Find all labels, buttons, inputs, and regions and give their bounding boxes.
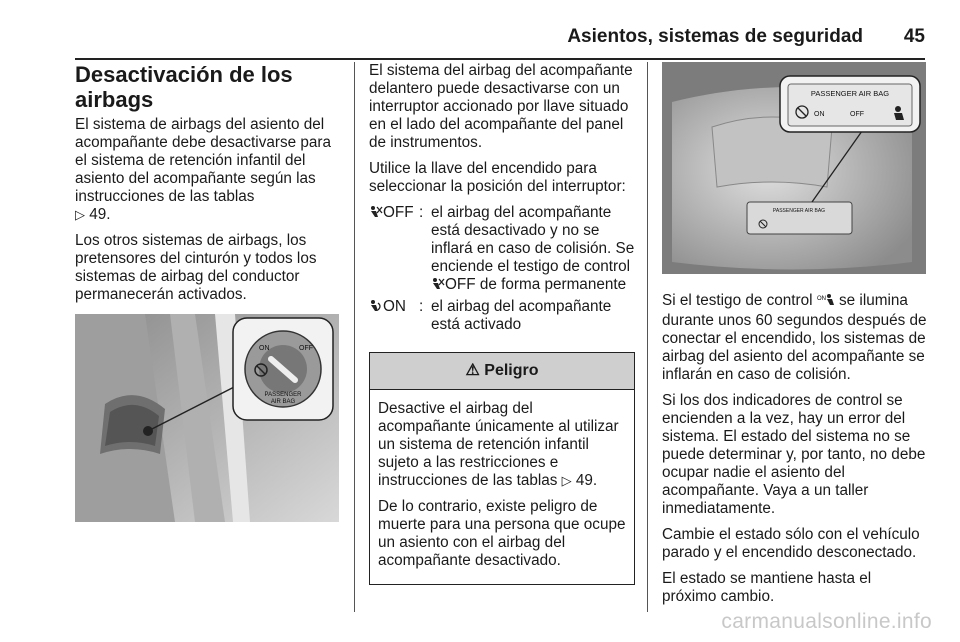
danger-header bbox=[370, 353, 634, 390]
paragraph: Desactive el airbag del acompañante únicamente al utilizar un sistema de retención infantil sujeto a las restricciones e instrucciones de las tablas ▷ 49. bbox=[378, 400, 619, 489]
page-ref-link[interactable]: 49. bbox=[89, 206, 111, 223]
paragraph: Si el testigo de control ON se ilumina durante unos 60 segundos después de conectar el encendido, los sistemas de airbag del asiento del acompañante se inflarán en caso de colisión. bbox=[662, 292, 927, 383]
airbag-switch-illustration bbox=[75, 314, 339, 522]
watermark: carmanualsonline.info bbox=[721, 610, 932, 633]
indicator-on-label: ON bbox=[814, 111, 825, 118]
page-ref-icon: ▷ bbox=[75, 207, 85, 222]
switch-position-list bbox=[369, 204, 635, 334]
page-ref-icon: ▷ bbox=[561, 473, 572, 488]
airbag-off-icon bbox=[369, 205, 383, 224]
svg-text:ON: ON bbox=[816, 296, 826, 302]
page-ref-link[interactable]: 49. bbox=[575, 472, 598, 489]
airbag-key-switch-figure bbox=[75, 314, 339, 522]
paragraph: Si los dos indicadores de control se encienden a la vez, hay un error del sistema. El estado del sistema no se puede determinar y, por tanto, no debe ocupar nadie el asiento del acompañante. Vaya a un taller inmediatamente. bbox=[662, 392, 926, 517]
airbag-off-icon bbox=[431, 277, 445, 296]
column-1 bbox=[75, 62, 343, 312]
paragraph: El estado se mantiene hasta el próximo cambio. bbox=[662, 570, 872, 605]
switch-label-passenger: PASSENGER bbox=[264, 392, 302, 398]
warning-triangle-icon: ⚠ bbox=[465, 362, 480, 379]
switch-label-airbag: AIR BAG bbox=[270, 399, 296, 405]
page-header bbox=[75, 22, 925, 60]
airbag-indicator-illustration bbox=[662, 62, 926, 274]
indicator-off-label: OFF bbox=[850, 111, 864, 118]
paragraph: Cambie el estado sólo con el vehículo parado y el encendido desconectado. bbox=[662, 526, 920, 561]
airbag-on-icon bbox=[369, 299, 383, 318]
paragraph: Utilice la llave del encendido para seleccionar la posición del interruptor: bbox=[369, 160, 626, 195]
column-3 bbox=[662, 292, 928, 614]
definition-on: ON : el airbag del acompañante está activado bbox=[369, 298, 635, 334]
definition-off: OFF : el airbag del acompañante está desactivado y no se inflará en caso de colisión. Se enciende el testigo de control OFF de forma permanente bbox=[369, 204, 635, 296]
column-divider bbox=[354, 62, 355, 612]
airbag-indicator-figure bbox=[662, 62, 926, 274]
indicator-small-label: PASSENGER AIR BAG bbox=[772, 208, 826, 214]
paragraph: El sistema del airbag del acompañante delantero puede desactivarse con un interruptor accionado por llave situado en el lado del acompañante del panel de instrumentos. bbox=[369, 62, 633, 151]
switch-label-on: ON bbox=[259, 345, 270, 352]
airbag-on-indicator-icon bbox=[817, 293, 835, 312]
section-title: Desactivación de los airbags bbox=[75, 62, 293, 112]
column-2 bbox=[369, 62, 635, 585]
paragraph: El sistema de airbags del asiento del acompañante debe desactivarse para el sistema de retención infantil del asiento del acompañante según las instrucciones de las tablas ▷ 49. bbox=[75, 116, 331, 223]
paragraph: Los otros sistemas de airbags, los pretensores del cinturón y todos los sistemas de airbag del conductor permanecerán activados. bbox=[75, 232, 317, 303]
switch-label-off: OFF bbox=[299, 345, 313, 352]
header-title: Asientos, sistemas de seguridad bbox=[567, 26, 863, 47]
danger-title: Peligro bbox=[484, 362, 539, 379]
column-divider bbox=[647, 62, 648, 612]
indicator-title: PASSENGER AIR BAG bbox=[810, 89, 890, 98]
page-number: 45 bbox=[903, 26, 925, 47]
paragraph: De lo contrario, existe peligro de muerte para una persona que ocupe un asiento con el airbag del acompañante desactivado. bbox=[378, 498, 626, 569]
danger-box bbox=[369, 352, 635, 585]
danger-body bbox=[370, 390, 634, 584]
